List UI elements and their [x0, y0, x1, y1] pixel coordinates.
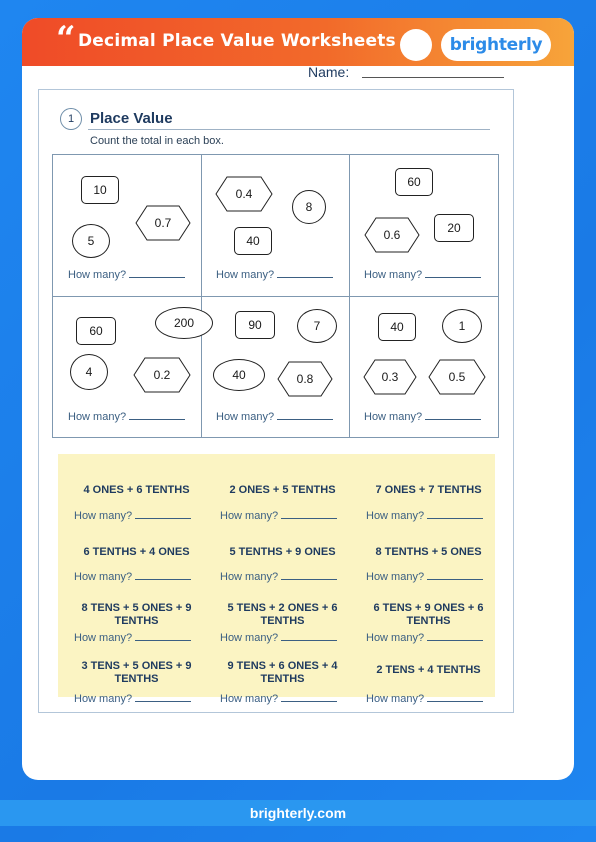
how-many-prompt: [68, 269, 185, 281]
expression-line: 2 ONES + 5 TENTHS: [229, 484, 336, 496]
hexagon-shape: [363, 359, 417, 395]
answer-blank[interactable]: [425, 277, 481, 278]
how-many-label: How many?: [366, 693, 425, 705]
question-item: [64, 546, 209, 583]
answer-blank[interactable]: [135, 640, 191, 641]
question-expression: [356, 484, 501, 497]
shape-value: 0.4: [235, 187, 253, 201]
how-many-prompt: [220, 693, 337, 705]
question-item: [356, 484, 501, 522]
expression-line: 6 TENTHS + 4 ONES: [83, 546, 190, 558]
how-many-label: How many?: [220, 693, 279, 705]
shape-value: 60: [407, 175, 421, 189]
how-many-prompt: [74, 693, 191, 705]
answer-blank[interactable]: [281, 518, 337, 519]
how-many-label: How many?: [364, 269, 423, 281]
how-many-label: How many?: [74, 571, 133, 583]
shape-value: 4: [85, 365, 93, 379]
rect-shape: [395, 168, 433, 196]
section-title: Place Value: [90, 110, 173, 127]
how-many-label: How many?: [74, 693, 133, 705]
how-many-prompt: [364, 411, 481, 423]
shape-value: 200: [173, 316, 195, 330]
question-expression: [356, 546, 501, 559]
shape-value: 0.8: [296, 372, 314, 386]
how-many-label: How many?: [220, 571, 279, 583]
question-expression: [210, 484, 355, 497]
how-many-label: How many?: [68, 411, 127, 423]
question-expression: [210, 660, 355, 686]
how-many-label: How many?: [74, 632, 133, 644]
section-divider: [88, 129, 490, 130]
shape-value: 40: [246, 234, 260, 248]
answer-blank[interactable]: [427, 701, 483, 702]
how-many-label: How many?: [216, 269, 275, 281]
question-expression: [210, 602, 355, 628]
footer-link[interactable]: brighterly.com: [249, 805, 347, 821]
shape-value: 0.2: [153, 368, 171, 382]
count-box-4: [53, 297, 199, 438]
how-many-prompt: [366, 571, 483, 583]
expression-line: TENTHS: [114, 673, 159, 685]
quote-mark-icon: “: [56, 19, 76, 59]
expression-line: TENTHS: [260, 615, 305, 627]
rect-shape: [81, 176, 119, 204]
count-box-1: [53, 155, 199, 296]
question-item: [210, 660, 355, 705]
question-item: [210, 602, 355, 644]
count-box-3: [349, 155, 495, 296]
shape-value: 5: [87, 234, 95, 248]
question-item: [210, 484, 355, 522]
expression-line: 3 TENS + 5 ONES + 9: [81, 660, 192, 672]
circle-button[interactable]: [400, 29, 432, 61]
counting-grid: [52, 154, 499, 438]
expression-line: 8 TENTHS + 5 ONES: [375, 546, 482, 558]
rect-shape: [378, 313, 416, 341]
expression-line: 8 TENS + 5 ONES + 9: [81, 602, 192, 614]
how-many-prompt: [366, 632, 483, 644]
answer-blank[interactable]: [427, 518, 483, 519]
question-expression: [64, 546, 209, 559]
hexagon-shape: [135, 205, 191, 241]
section-number: 1: [60, 108, 82, 130]
answer-blank[interactable]: [425, 419, 481, 420]
how-many-prompt: [216, 411, 333, 423]
hexagon-shape: [277, 361, 333, 397]
expression-line: TENTHS: [114, 615, 159, 627]
answer-blank[interactable]: [129, 277, 185, 278]
how-many-prompt: [74, 510, 191, 522]
shape-value: 60: [89, 324, 103, 338]
how-many-prompt: [68, 411, 185, 423]
question-item: [356, 546, 501, 583]
shape-value: 10: [93, 183, 107, 197]
expression-line: 5 TENTHS + 9 ONES: [229, 546, 336, 558]
how-many-prompt: [220, 632, 337, 644]
how-many-label: How many?: [216, 411, 275, 423]
expression-line: 7 ONES + 7 TENTHS: [375, 484, 482, 496]
question-item: [356, 602, 501, 644]
shape-value: 20: [447, 221, 461, 235]
shape-value: 8: [305, 200, 313, 214]
how-many-prompt: [220, 510, 337, 522]
expression-questions: [58, 454, 495, 705]
answer-blank[interactable]: [277, 277, 333, 278]
how-many-prompt: [366, 693, 483, 705]
shape-value: 90: [248, 318, 262, 332]
question-expression: [64, 660, 209, 686]
hexagon-shape: [428, 359, 486, 395]
expression-line: 4 ONES + 6 TENTHS: [83, 484, 190, 496]
shape-value: 0.7: [154, 216, 172, 230]
how-many-prompt: [364, 269, 481, 281]
answer-blank[interactable]: [135, 701, 191, 702]
rect-shape: [434, 214, 474, 242]
question-expression: [64, 484, 209, 497]
question-item: [356, 664, 501, 705]
rect-shape: [235, 311, 275, 339]
count-box-5: [201, 297, 347, 438]
expression-line: 5 TENS + 2 ONES + 6: [227, 602, 338, 614]
ellipse-shape: [292, 190, 326, 224]
answer-blank[interactable]: [281, 640, 337, 641]
answer-blank[interactable]: [281, 579, 337, 580]
how-many-prompt: [220, 571, 337, 583]
expression-line: TENTHS: [260, 673, 305, 685]
logo-text: brighterly: [449, 35, 543, 55]
question-expression: [356, 664, 501, 677]
answer-blank[interactable]: [129, 419, 185, 420]
how-many-label: How many?: [366, 571, 425, 583]
answer-blank[interactable]: [427, 579, 483, 580]
answer-blank[interactable]: [135, 579, 191, 580]
rect-shape: [234, 227, 272, 255]
how-many-prompt: [74, 632, 191, 644]
count-box-6: [349, 297, 495, 438]
hexagon-shape: [133, 357, 191, 393]
brighterly-logo[interactable]: [441, 29, 551, 61]
how-many-prompt: [74, 571, 191, 583]
name-label: Name:: [308, 64, 350, 80]
ellipse-shape: [297, 309, 337, 343]
rect-shape: [76, 317, 116, 345]
answer-blank[interactable]: [135, 518, 191, 519]
how-many-prompt: [366, 510, 483, 522]
question-item: [64, 484, 209, 522]
instruction-text: Count the total in each box.: [90, 135, 224, 147]
how-many-label: How many?: [220, 510, 279, 522]
expression-line: 2 TENS + 4 TENTHS: [376, 664, 481, 676]
hexagon-shape: [215, 176, 273, 212]
shape-value: 0.6: [383, 228, 401, 242]
how-many-prompt: [216, 269, 333, 281]
answer-blank[interactable]: [281, 701, 337, 702]
question-expression: [356, 602, 501, 628]
footer-bar: [0, 800, 596, 826]
shape-value: 0.5: [448, 370, 466, 384]
question-item: [64, 660, 209, 705]
worksheet-title: Decimal Place Value Worksheets: [78, 31, 396, 51]
count-box-2: [201, 155, 347, 296]
how-many-label: How many?: [74, 510, 133, 522]
answer-blank[interactable]: [277, 419, 333, 420]
shape-value: 0.3: [381, 370, 399, 384]
name-input-line[interactable]: [362, 77, 504, 78]
question-item: [210, 546, 355, 583]
answer-blank[interactable]: [427, 640, 483, 641]
question-expression: [64, 602, 209, 628]
ellipse-shape: [72, 224, 110, 258]
shape-value: 7: [313, 319, 321, 333]
header-bar: [22, 18, 574, 66]
expression-line: TENTHS: [406, 615, 451, 627]
shape-value: 1: [458, 319, 466, 333]
shape-value: 40: [390, 320, 404, 334]
hexagon-shape: [364, 217, 420, 253]
question-expression: [210, 546, 355, 559]
how-many-label: How many?: [68, 269, 127, 281]
expression-line: 9 TENS + 6 ONES + 4: [227, 660, 338, 672]
ellipse-shape: [70, 354, 108, 390]
ellipse-shape: [442, 309, 482, 343]
ellipse-shape: [213, 359, 265, 391]
question-item: [64, 602, 209, 644]
how-many-label: How many?: [366, 632, 425, 644]
how-many-label: How many?: [366, 510, 425, 522]
how-many-label: How many?: [220, 632, 279, 644]
shape-value: 40: [232, 368, 246, 382]
expression-line: 6 TENS + 9 ONES + 6: [373, 602, 484, 614]
how-many-label: How many?: [364, 411, 423, 423]
